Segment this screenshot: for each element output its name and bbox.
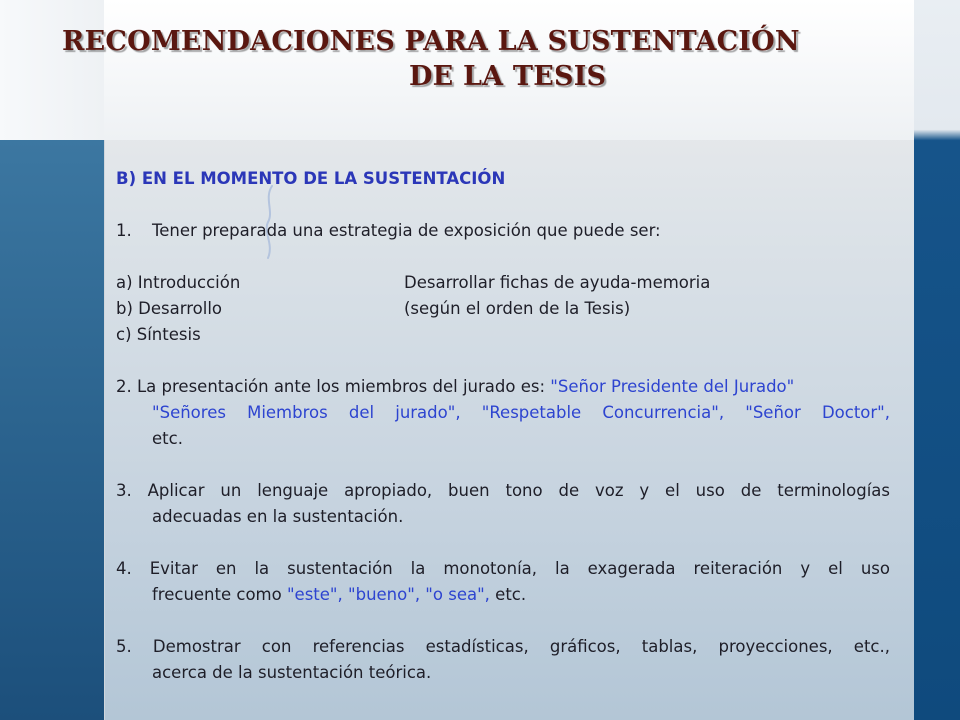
list-item-1-text: Tener preparada una estrategia de exposición que puede ser:: [152, 221, 661, 240]
strategy-note-line-2: (según el orden de la Tesis): [404, 299, 631, 318]
list-item-5-line-2: acerca de la sustentación teórica.: [152, 663, 432, 682]
strategy-note-line-1: Desarrollar fichas de ayuda-memoria: [404, 273, 711, 292]
list-item-4-suffix: etc.: [489, 585, 527, 604]
list-item-2-line-2: "Señores Miembros del jurado", "Respetable Concurrencia", "Señor Doctor",: [152, 403, 890, 422]
slide-title-line-2: DE LA TESIS: [409, 61, 607, 92]
title-band-left-edge: [0, 0, 104, 140]
strategy-desarrollo: b) Desarrollo: [116, 299, 222, 318]
list-item-1: [116, 218, 890, 244]
list-item-5: [116, 634, 890, 686]
slide-body: [116, 166, 890, 686]
strategy-sintesis: c) Síntesis: [116, 325, 201, 344]
list-item-2-line-3: etc.: [152, 429, 183, 448]
list-item-4-quotes: "este", "bueno", "o sea",: [286, 585, 490, 604]
strategy-row-a: [116, 270, 890, 296]
strategy-row-b: [116, 296, 890, 322]
list-item-4-line-1: 4. Evitar en la sustentación la monotonía, la exagerada reiteración y el uso: [116, 559, 890, 578]
strategy-introduccion: a) Introducción: [116, 273, 241, 292]
list-item-1-number: 1.: [116, 221, 132, 240]
left-background-panel: [0, 140, 104, 720]
list-item-2-line-1: [116, 374, 890, 400]
list-item-3: [116, 478, 890, 530]
list-item-3-line-1: 3. Aplicar un lenguaje apropiado, buen tono de voz y el uso de terminologías: [116, 481, 890, 500]
section-heading: B) EN EL MOMENTO DE LA SUSTENTACIÓN: [116, 169, 506, 188]
list-item-4: [116, 556, 890, 608]
list-item-3-line-2: adecuadas en la sustentación.: [152, 507, 404, 526]
list-item-2: [116, 374, 890, 452]
list-item-5-line-1: 5. Demostrar con referencias estadísticas, gráficos, tablas, proyecciones, etc.,: [116, 637, 890, 656]
slide-title-line-1: RECOMENDACIONES PARA LA SUSTENTACIÓN: [62, 26, 800, 57]
list-item-4-prefix: frecuente como: [152, 585, 287, 604]
strategy-row-c: [116, 322, 890, 348]
list-item-2-prefix: 2. La presentación ante los miembros del jurado es:: [116, 377, 551, 396]
right-decorative-strip: [914, 0, 960, 720]
list-item-4-line-2: [116, 582, 890, 608]
list-item-2-quote-1: "Señor Presidente del Jurado": [550, 377, 795, 396]
